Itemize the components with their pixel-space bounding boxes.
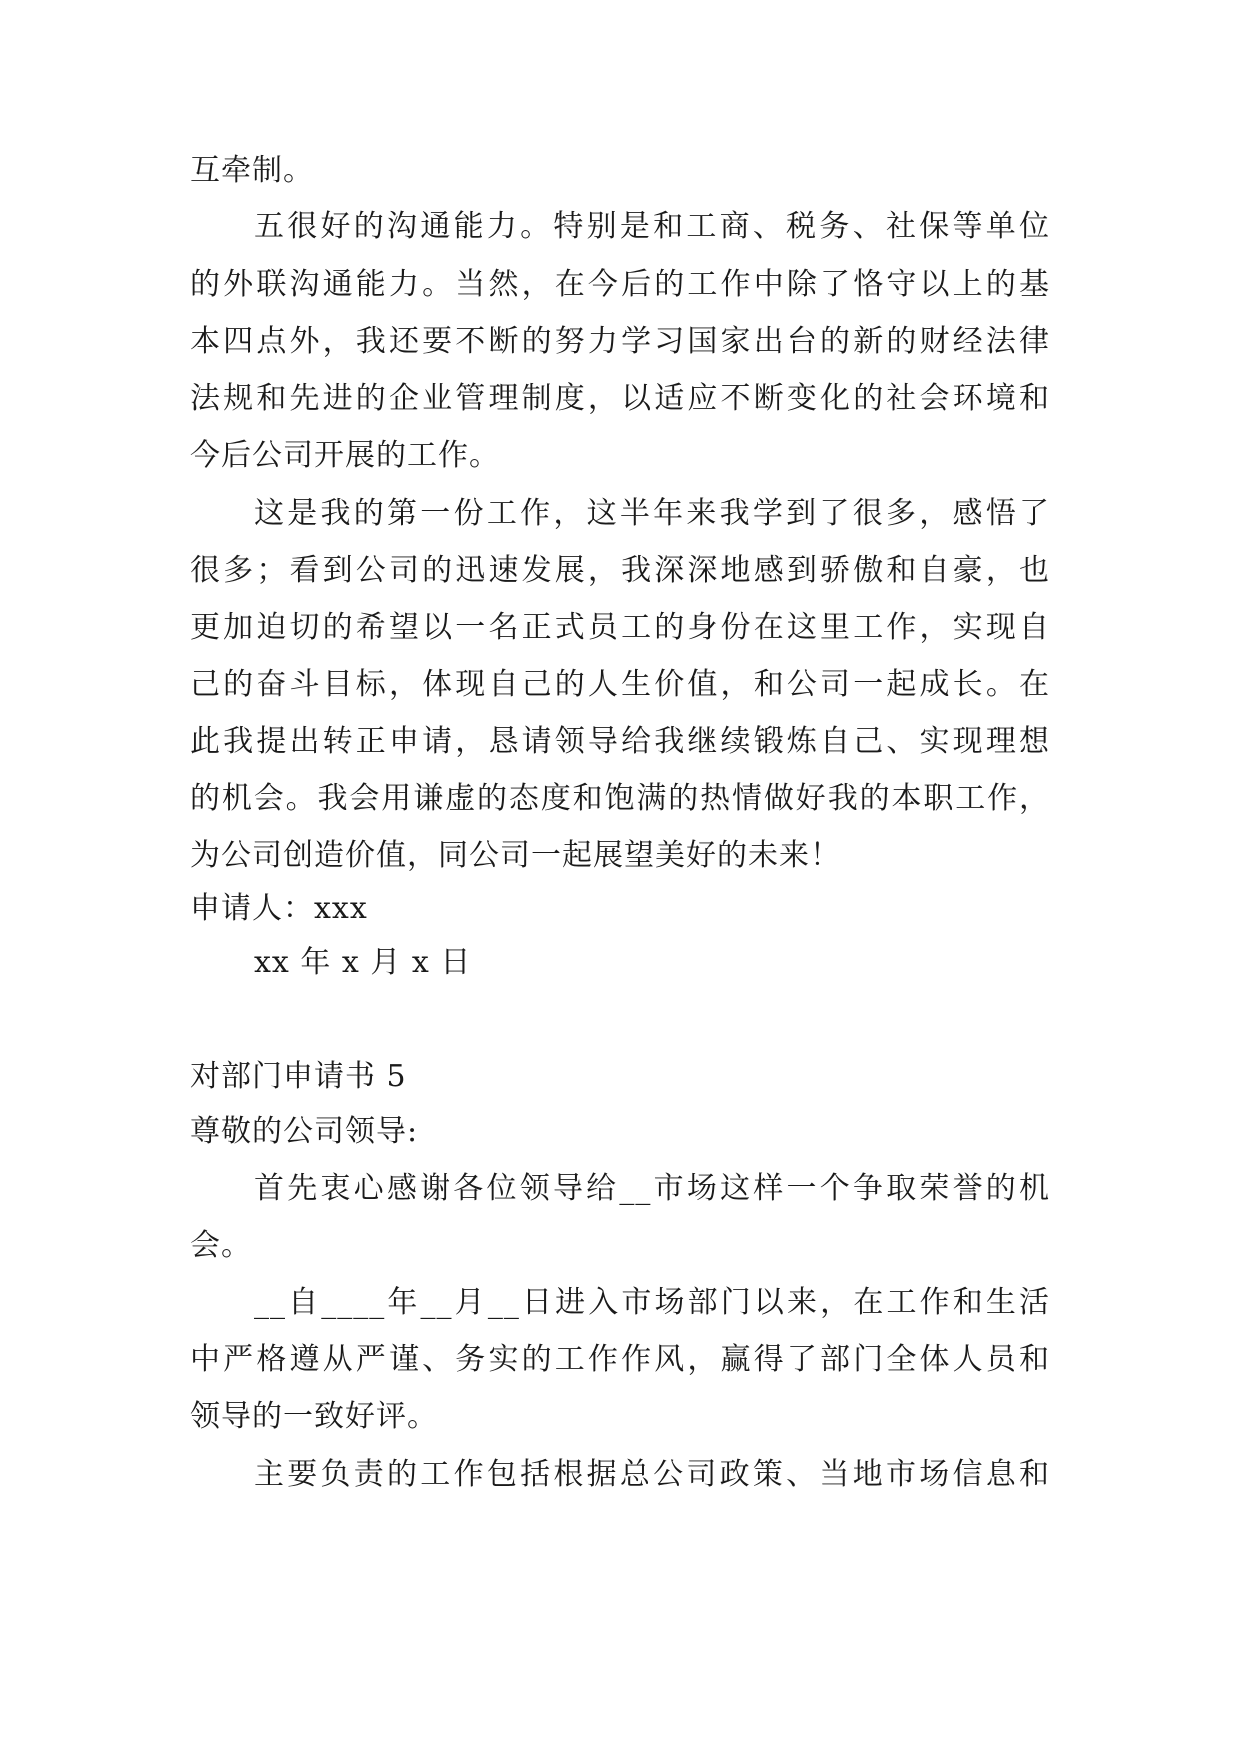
text-line: 此我提出转正申请，恳请领导给我继续锻炼自己、实现理想	[190, 724, 1050, 759]
date-line: xx 年 x 月 x 日	[254, 945, 472, 980]
salutation: 尊敬的公司领导:	[190, 1114, 419, 1149]
applicant-line: 申请人：xxx	[190, 891, 368, 926]
text-line: 本四点外，我还要不断的努力学习国家出台的新的财经法律	[190, 324, 1050, 359]
text-line: 的机会。我会用谦虚的态度和饱满的热情做好我的本职工作，	[190, 781, 1050, 816]
text-line: 这是我的第一份工作，这半年来我学到了很多，感悟了	[254, 496, 1050, 531]
section-title: 对部门申请书 5	[190, 1059, 407, 1094]
text-line: 为公司创造价值，同公司一起展望美好的未来！	[190, 838, 841, 873]
text-line: 五很好的沟通能力。特别是和工商、税务、社保等单位	[254, 209, 1050, 244]
text-line: 会。	[190, 1228, 252, 1263]
text-line: __自____年__月__日进入市场部门以来，在工作和生活	[254, 1285, 1050, 1320]
text-line: 中严格遵从严谨、务实的工作作风，赢得了部门全体人员和	[190, 1342, 1050, 1377]
text-line: 更加迫切的希望以一名正式员工的身份在这里工作，实现自	[190, 610, 1050, 645]
text-line: 首先衷心感谢各位领导给__市场这样一个争取荣誉的机	[254, 1171, 1050, 1206]
text-line: 己的奋斗目标，体现自己的人生价值，和公司一起成长。在	[190, 667, 1050, 702]
text-line: 领导的一致好评。	[190, 1399, 438, 1434]
text-line: 法规和先进的企业管理制度，以适应不断变化的社会环境和	[190, 381, 1050, 416]
text-line: 的外联沟通能力。当然，在今后的工作中除了恪守以上的基	[190, 267, 1050, 302]
text-line: 今后公司开展的工作。	[190, 438, 500, 473]
text-line: 很多；看到公司的迅速发展，我深深地感到骄傲和自豪，也	[190, 553, 1050, 588]
text-line: 主要负责的工作包括根据总公司政策、当地市场信息和	[254, 1457, 1050, 1492]
text-line: 互牵制。	[190, 153, 314, 188]
